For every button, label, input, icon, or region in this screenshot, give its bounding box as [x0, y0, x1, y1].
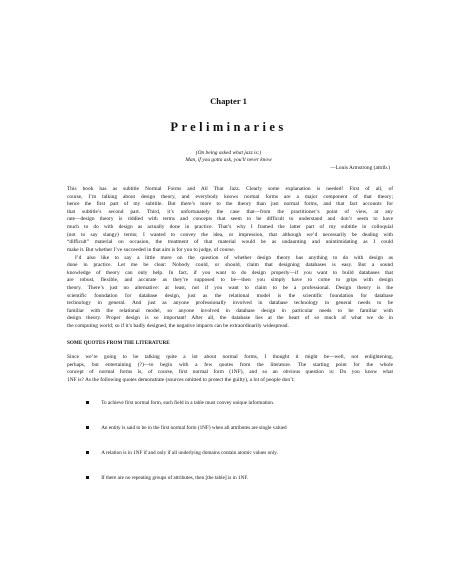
intro-paragraph-1 [67, 186, 393, 254]
text-line: hence the first part of my subtitle. But there’s more to the theory than just normal forms, and that fact accounts for [67, 201, 393, 208]
list-item [86, 449, 278, 457]
text-line: perhaps, but entertaining (?)—to begin with a few quotes from the literature. The starting point for the whole [67, 361, 393, 368]
epigraph-attribution: —Louis Armstrong (attrib.) [330, 165, 390, 171]
section-heading: SOME QUOTES FROM THE LITERATURE [67, 340, 170, 346]
text-line: much to do with design as actually done in practice. That’s why I framed the latter part of my subtitle in colloquial [67, 224, 393, 231]
text-line: knowledge of theory can only help. In fact, if you want to do design properly—if you want to build databases that [67, 269, 393, 276]
text-line: 1NF is? As the following quotes demonstrate (sources omitted to protect the guilty), a lot of people don’t: [67, 376, 295, 383]
text-line: rate—design theory is riddled with terms and concepts that seem to be difficult to understand and don’t seem to have [67, 216, 393, 223]
text-line: Since we’re going to be talking quite a lot about normal forms, I thought it might be—well, not enlightening, [67, 354, 393, 360]
bullet-square-icon [86, 401, 89, 404]
list-item [86, 399, 274, 407]
list-item [86, 424, 287, 432]
text-line: This book has as subtitle Normal Forms and All That Jazz. Clearly some explanation is needed! First of all, of [67, 186, 393, 192]
bullet-square-icon [86, 451, 89, 454]
text-line: scientific foundation for database design, just as the relational model is the scientific foundation for database [67, 292, 393, 299]
text-line: (not to say slangy) terms; I wanted to convey the idea, or impression, that although we’d necessarily be dealing with [67, 231, 393, 238]
text-line: the computing world; so if it’s badly designed, the negative impacts can be extraordinarily widespread. [67, 323, 289, 330]
bullet-square-icon [86, 476, 89, 479]
text-line: technology in general. And just as anyone professionally involved in database technology in general needs to be [67, 300, 393, 307]
text-line: I’d also like to say a little more on the question of whether design theory has anything to do with design as [75, 254, 393, 261]
section-paragraph [67, 354, 393, 384]
quote-text: To achieve first normal form, each field in a table must convey unique information. [101, 400, 275, 406]
text-line: done in practice. Let me be clear: Nobody could, or should, claim that designing databases is easy. But a sound [67, 262, 393, 269]
chapter-number: Chapter 1 [210, 96, 247, 106]
epigraph-line: (On being asked what jazz is:) [195, 150, 262, 156]
bullet-square-icon [86, 426, 89, 429]
epigraph [0, 150, 457, 165]
text-line: familiar with the relational model, so anyone involved in database design in particular needs to be familiar with [67, 307, 393, 314]
quote-text: A relation is in 1NF if and only if all underlying domains contain atomic values only. [101, 450, 278, 456]
chapter-title: Preliminaries [170, 120, 287, 134]
quote-text: An entity is said to be in the first normal form (1NF) when all attributes are single valued [101, 425, 287, 431]
text-line: “difficult” material on occasion, the treatment of that material would be as undaunting and unintimidating as I could [67, 239, 393, 246]
text-line: are robust, flexible, and accurate as they’re supposed to be—then you simply have to come to grips with design [67, 277, 393, 284]
text-line: theory. There’s just no alternative: at least, not if you want to claim to be a professional. Design theory is the [67, 285, 393, 292]
list-item [86, 474, 248, 482]
epigraph-line: Man, if you gotta ask, you'll never know [185, 157, 272, 164]
text-line: that subtitle’s second part. Third, it’s unfortunately the case that—from the practitioner’s point of view, at any [67, 208, 393, 215]
quote-text: If there are no repeating groups of attributes, then [the table] is in 1NF. [101, 475, 249, 481]
intro-paragraph-2 [67, 255, 393, 331]
text-line: design theory. Proper design is so important! After all, the database lies at the heart of so much of what we do in [67, 315, 393, 322]
text-line: concept of normal forms is, of course, first normal form (1NF), and so an obvious question is: Do you know what [67, 369, 393, 376]
text-line: course, I’m talking about design theory, and everybody knows normal forms are a major component of that theory; [67, 193, 393, 200]
text-line: make it. But whether I’ve succeeded in that aim is for you to judge, of course. [67, 246, 235, 253]
